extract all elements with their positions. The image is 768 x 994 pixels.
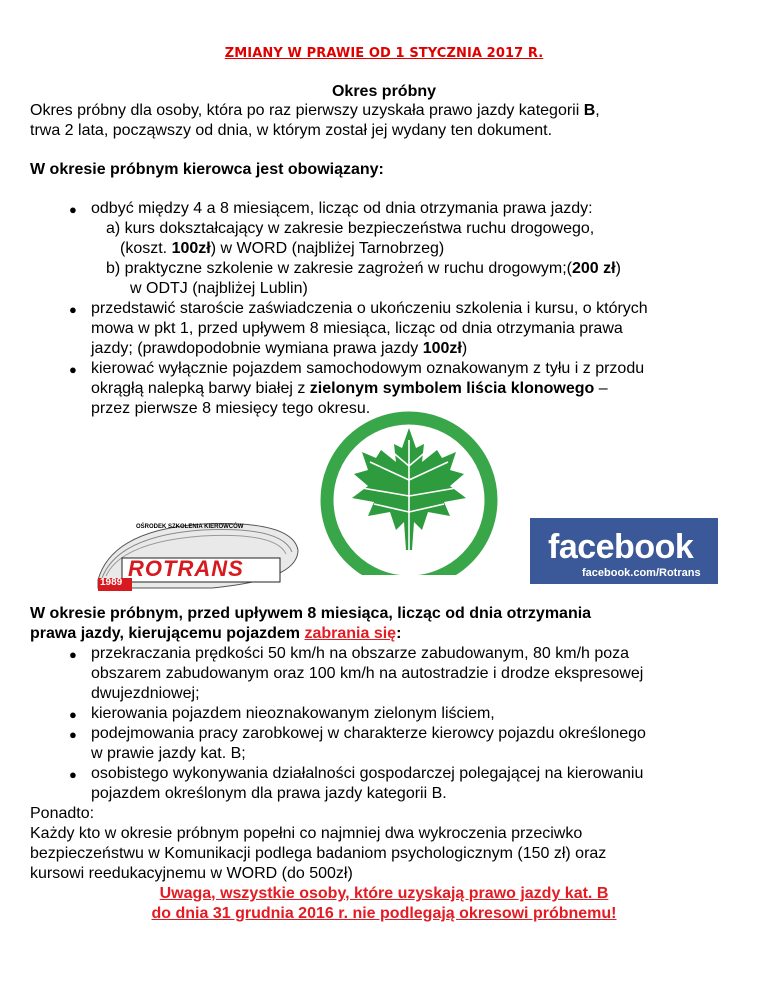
bullet-dot: ● [69,302,77,317]
bullet-dot: ● [69,647,77,662]
prohibitions-heading-1: W okresie próbnym, przed upływem 8 miesiąca, licząc od dnia otrzymania [30,605,592,622]
facebook-wordmark: facebook [548,528,694,566]
prohibition-1-line-2: obszarem zabudowanym oraz 100 km/h na autostradzie i drodze ekspresowej [91,665,644,682]
additionally-line-1: Każdy kto w okresie próbnym popełni co najmniej dwa wykroczenia przeciwko [30,825,583,842]
obligation-3-line-3: przez pierwsze 8 miesięcy tego okresu. [91,400,371,417]
obligation-1-b-place: w ODTJ (najbliżej Lublin) [130,280,308,297]
notice-line-2: do dnia 31 grudnia 2016 r. nie podlegają okresowi próbnemu! [151,905,617,922]
maple-leaf-sticker-icon [304,400,514,575]
notice-line-1: Uwaga, wszystkie osoby, które uzyskają prawo jazdy kat. B [159,885,609,902]
obligation-3-line-1: kierować wyłącznie pojazdem samochodowym oznakowanym z tyłu i z przodu [91,360,645,377]
obligation-2-line-2: mowa w pkt 1, przed upływem 8 miesiąca, licząc od dnia otrzymania prawa [91,320,623,337]
bullet-dot: ● [69,767,77,782]
additionally-line-2: bezpieczeństwu w Komunikacji podlega badaniom psychologicznym (150 zł) oraz [30,845,607,862]
obligation-1-a-cost: (koszt. 100zł) w WORD (najbliżej Tarnobrzeg) [120,240,445,257]
page-header: ZMIANY W PRAWIE OD 1 STYCZNIA 2017 R. [224,46,544,61]
bullet-dot: ● [69,727,77,742]
prohibition-1-line-3: dwujezdniowej; [91,685,200,702]
obligation-1-b: b) praktyczne szkolenie w zakresie zagrożeń w ruchu drogowym;(200 zł) [106,260,621,277]
bullet-dot: ● [69,362,77,377]
prohibition-3-line-2: w prawie jazdy kat. B; [91,745,246,762]
obligation-2-line-3: jazdy; (prawdopodobnie wymiana prawa jazdy 100zł) [91,340,468,357]
additionally-line-3: kursowi reedukacyjnemu w WORD (do 500zł) [30,865,353,882]
bullet-dot: ● [69,202,77,217]
prohibitions-heading-2: prawa jazdy, kierującemu pojazdem zabrania się: [30,625,402,642]
prohibition-3-line-1: podejmowania pracy zarobkowej w charakterze kierowcy pojazdu określonego [91,725,646,742]
obligation-2-line-1: przedstawić staroście zaświadczenia o ukończeniu szkolenia i kursu, o których [91,300,648,317]
section-title: Okres próbny [331,83,437,100]
obligation-3-line-2: okrągłą nalepką barwy białej z zielonym symbolem liścia klonowego – [91,380,608,397]
facebook-url[interactable]: facebook.com/Rotrans [582,567,701,579]
additionally-label: Ponadto: [30,805,95,822]
prohibition-4-line-2: pojazdem określonym dla prawa jazdy kategorii B. [91,785,447,802]
rotrans-name: ROTRANS [128,556,244,581]
prohibition-1-line-1: przekraczania prędkości 50 km/h na obszarze zabudowanym, 80 km/h poza [91,645,630,662]
intro-line-2: trwa 2 lata, począwszy od dnia, w którym został jej wydany ten dokument. [30,122,553,139]
prohibition-4-line-1: osobistego wykonywania działalności gospodarczej polegającej na kierowaniu [91,765,644,782]
rotrans-subtitle: OŚRODEK SZKOLENIA KIEROWCÓW [136,524,244,530]
intro-line-1: Okres próbny dla osoby, która po raz pierwszy uzyskała prawo jazdy kategorii B, [30,102,600,119]
obligations-heading: W okresie próbnym kierowca jest obowiązany: [30,161,384,178]
obligation-1-line-1: odbyć między 4 a 8 miesiącem, licząc od dnia otrzymania prawa jazdy: [91,200,593,217]
prohibition-2: kierowania pojazdem nieoznakowanym zielonym liściem, [91,705,495,722]
rotrans-year: 1989 [100,577,123,588]
bullet-dot: ● [69,707,77,722]
obligation-1-a: a) kurs dokształcający w zakresie bezpieczeństwa ruchu drogowego, [106,220,595,237]
